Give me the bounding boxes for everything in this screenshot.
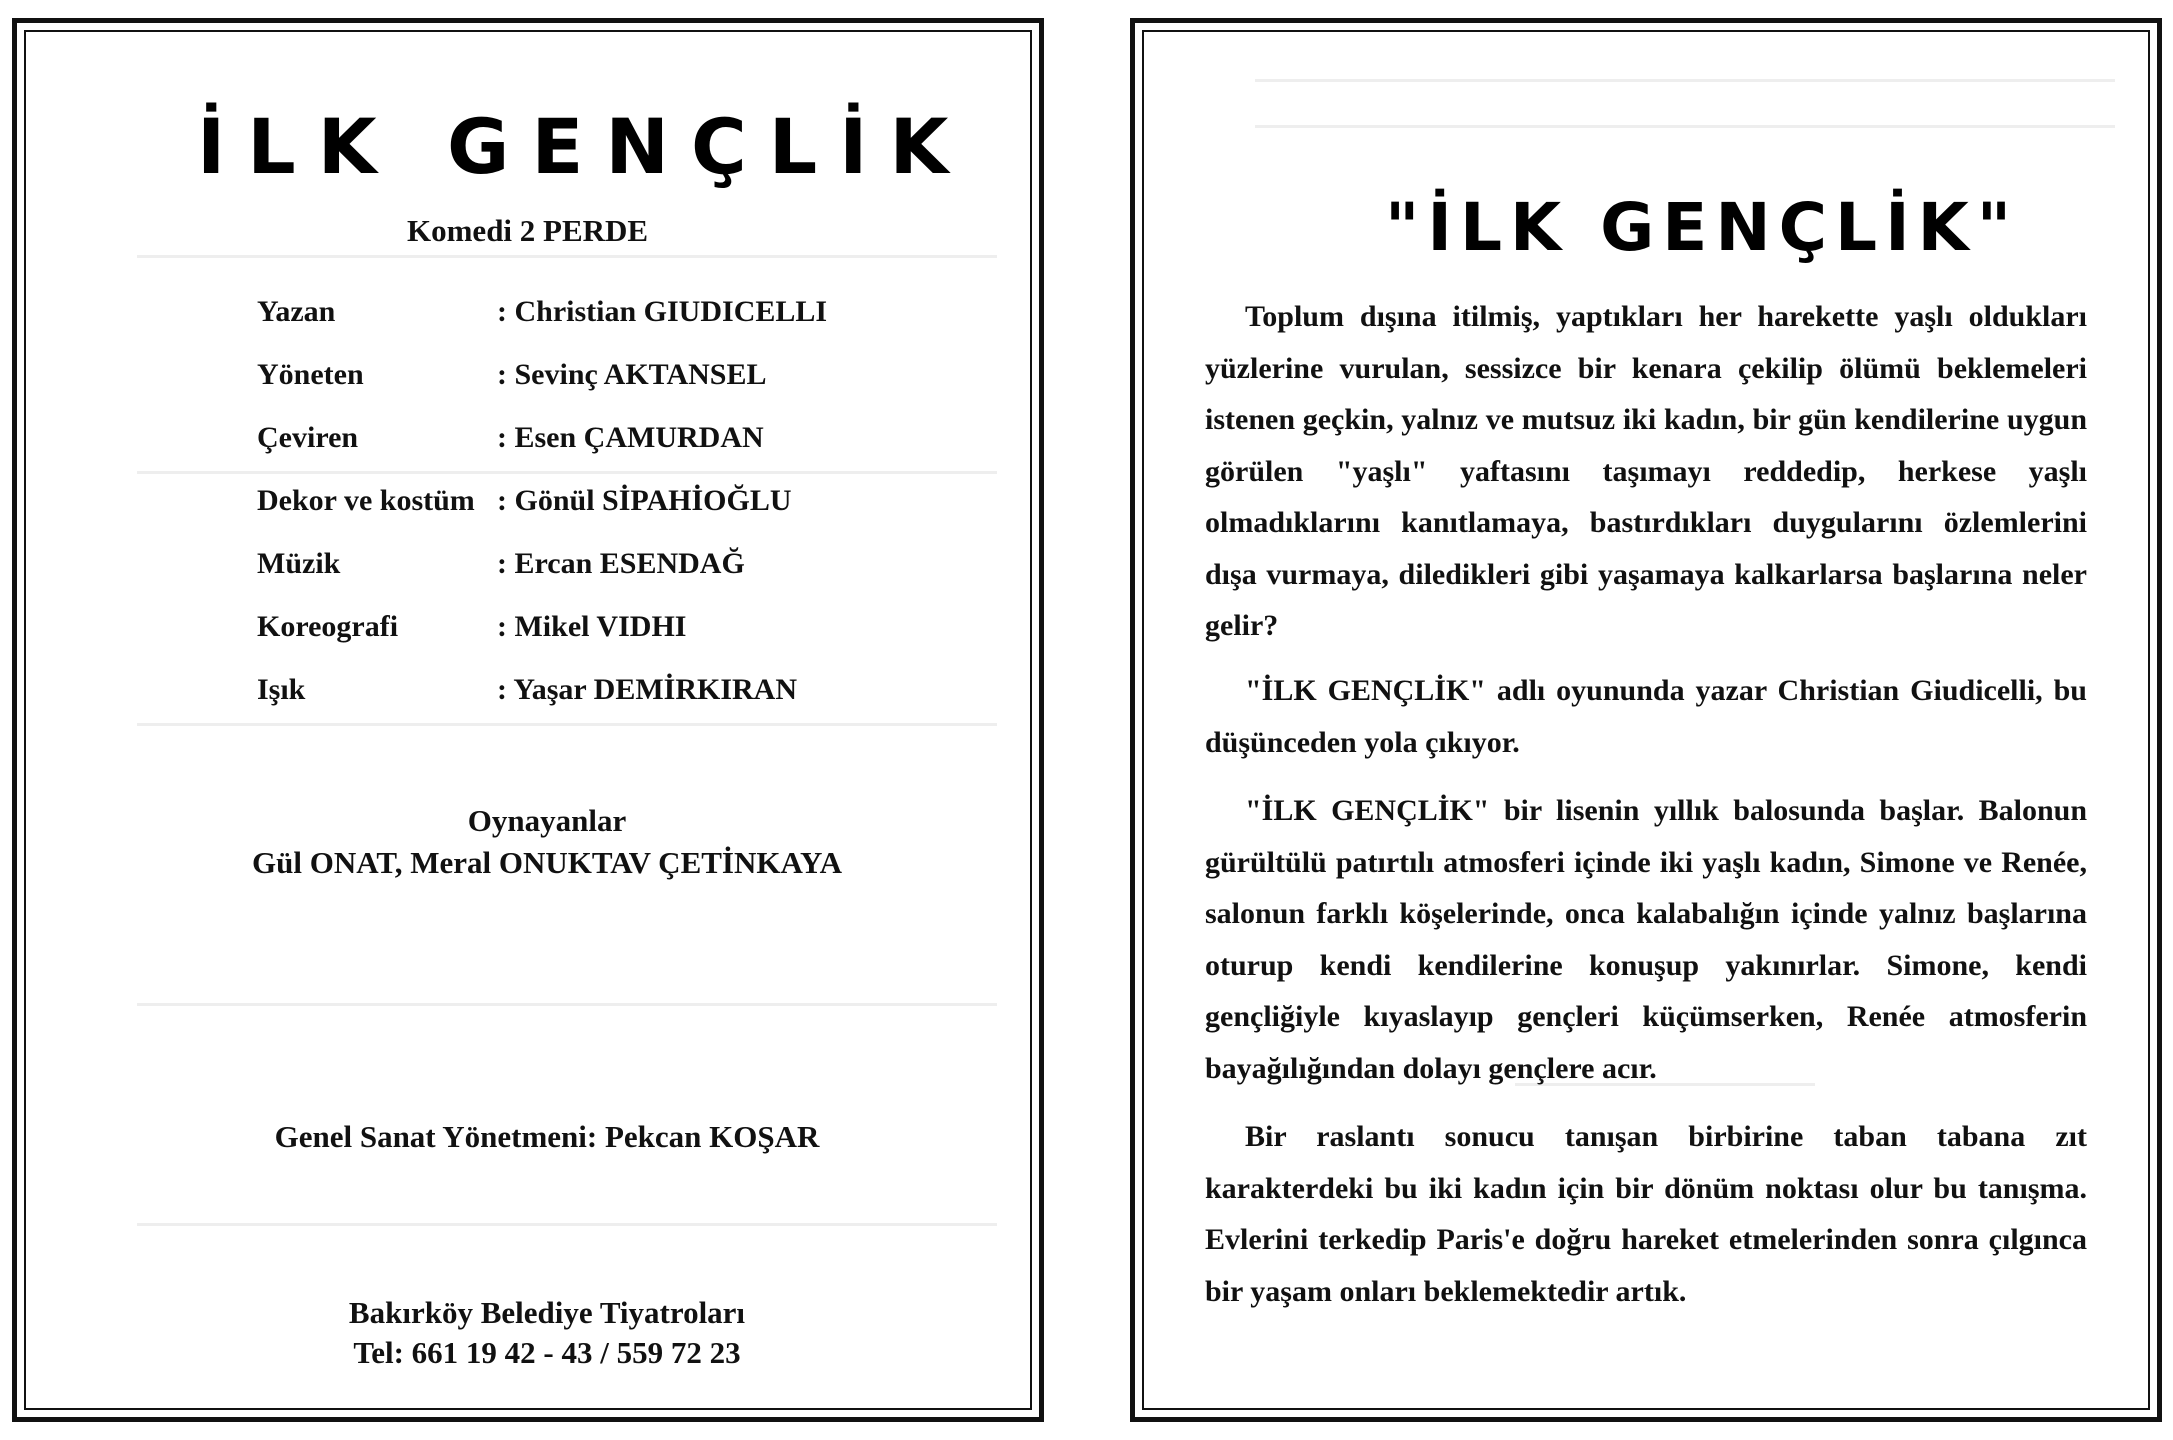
credit-role: Yazan	[257, 295, 336, 328]
paragraph-text: Bir raslantı sonucu tanışan birbirine taban tabana zıt karakterdeki bu iki kadın için bir dönüm noktası olur bu tanışma. Evlerini terkedip Paris'e doğru hareket etmelerinden sonra çılgınca bir yaşam onları beklemektedir artık.	[1205, 1120, 2087, 1308]
credit-name: : Gönül SİPAHİOĞLU	[497, 484, 792, 517]
credit-row	[257, 295, 957, 358]
right-page-play-synopsis	[1130, 18, 2162, 1422]
cast-heading: Oynayanlar	[467, 803, 627, 838]
synopsis-paragraph	[1205, 1111, 2087, 1317]
credits-list	[257, 295, 957, 736]
synopsis-paragraph	[1205, 785, 2087, 1094]
general-art-director: Genel Sanat Yönetmeni: Pekcan KOŞAR	[274, 1119, 820, 1154]
bleed-through-line	[1515, 1083, 1815, 1086]
credit-role: Çeviren	[257, 421, 359, 454]
bleed-through-line	[1255, 79, 2115, 82]
credit-role: Işık	[257, 673, 306, 706]
cast-names: Gül ONAT, Meral ONUKTAV ÇETİNKAYA	[252, 845, 842, 880]
bleed-through-line	[137, 1003, 997, 1006]
bleed-through-line	[137, 723, 997, 726]
play-genre-subtitle: Komedi 2 PERDE	[407, 213, 649, 248]
credit-role: Dekor ve kostüm	[257, 484, 475, 517]
play-title: İLK GENÇLİK	[197, 102, 971, 191]
synopsis-paragraph	[1205, 665, 2087, 768]
credit-row	[257, 610, 957, 673]
credit-row	[257, 547, 957, 610]
paragraph-text: "İLK GENÇLİK" bir lisenin yıllık balosunda başlar. Balonun gürültülü patırtılı atmosferi içinde iki yaşlı kadın, Simone ve Renée, salonun farklı köşelerinde, onca kalabalığın içinde yalnız başlarına oturup kendi kendilerine konuşup yakınırlar. Simone, kendi gençliğiyle kıyaslayıp gençleri küçümserken, Renée atmosferin bayağılığından dolayı gençlere acır.	[1205, 794, 2087, 1085]
credit-name: : Esen ÇAMURDAN	[497, 421, 764, 454]
credit-name: : Yaşar DEMİRKIRAN	[497, 673, 797, 706]
theatre-name: Bakırköy Belediye Tiyatroları	[348, 1295, 746, 1330]
credit-role: Koreografi	[257, 610, 399, 643]
credit-row	[257, 358, 957, 421]
bleed-through-line	[1255, 125, 2115, 128]
paragraph-text: Toplum dışına itilmiş, yaptıkları her harekette yaşlı oldukları yüzlerine vurulan, sessizce bir kenara çekilip ölümü beklemeleri istenen geçkin, yalnız ve mutsuz iki kadın, bir gün kendilerine uygun görülen "yaşlı" yaftasını taşımayı reddedip, herkese yaşlı olmadıklarını kanıtlamaya, bastırdıkları duygularını özlemlerini dışa vurmaya, diledikleri gibi yaşamaya kalkarlarsa başlarına neler gelir?	[1205, 300, 2087, 642]
credit-name: : Christian GIUDICELLI	[497, 295, 828, 328]
credit-row	[257, 484, 957, 547]
bleed-through-line	[137, 255, 997, 258]
credit-name: : Ercan ESENDAĞ	[497, 547, 745, 580]
bleed-through-line	[137, 471, 997, 474]
paragraph-text: "İLK GENÇLİK" adlı oyununda yazar Christian Giudicelli, bu düşünceden yola çıkıyor.	[1205, 674, 2087, 759]
theatre-phone: Tel: 661 19 42 - 43 / 559 72 23	[353, 1335, 741, 1370]
credit-name: : Sevinç AKTANSEL	[497, 358, 767, 391]
credit-role: Müzik	[257, 547, 341, 580]
credit-row	[257, 673, 957, 736]
left-page-program-credits	[12, 18, 1044, 1422]
credit-role: Yöneten	[257, 358, 364, 391]
synopsis-title: "İLK GENÇLİK"	[1385, 189, 2020, 266]
synopsis-paragraph	[1205, 291, 2087, 652]
credit-row	[257, 421, 957, 484]
bleed-through-line	[137, 1223, 997, 1226]
credit-name: : Mikel VIDHI	[497, 610, 687, 643]
